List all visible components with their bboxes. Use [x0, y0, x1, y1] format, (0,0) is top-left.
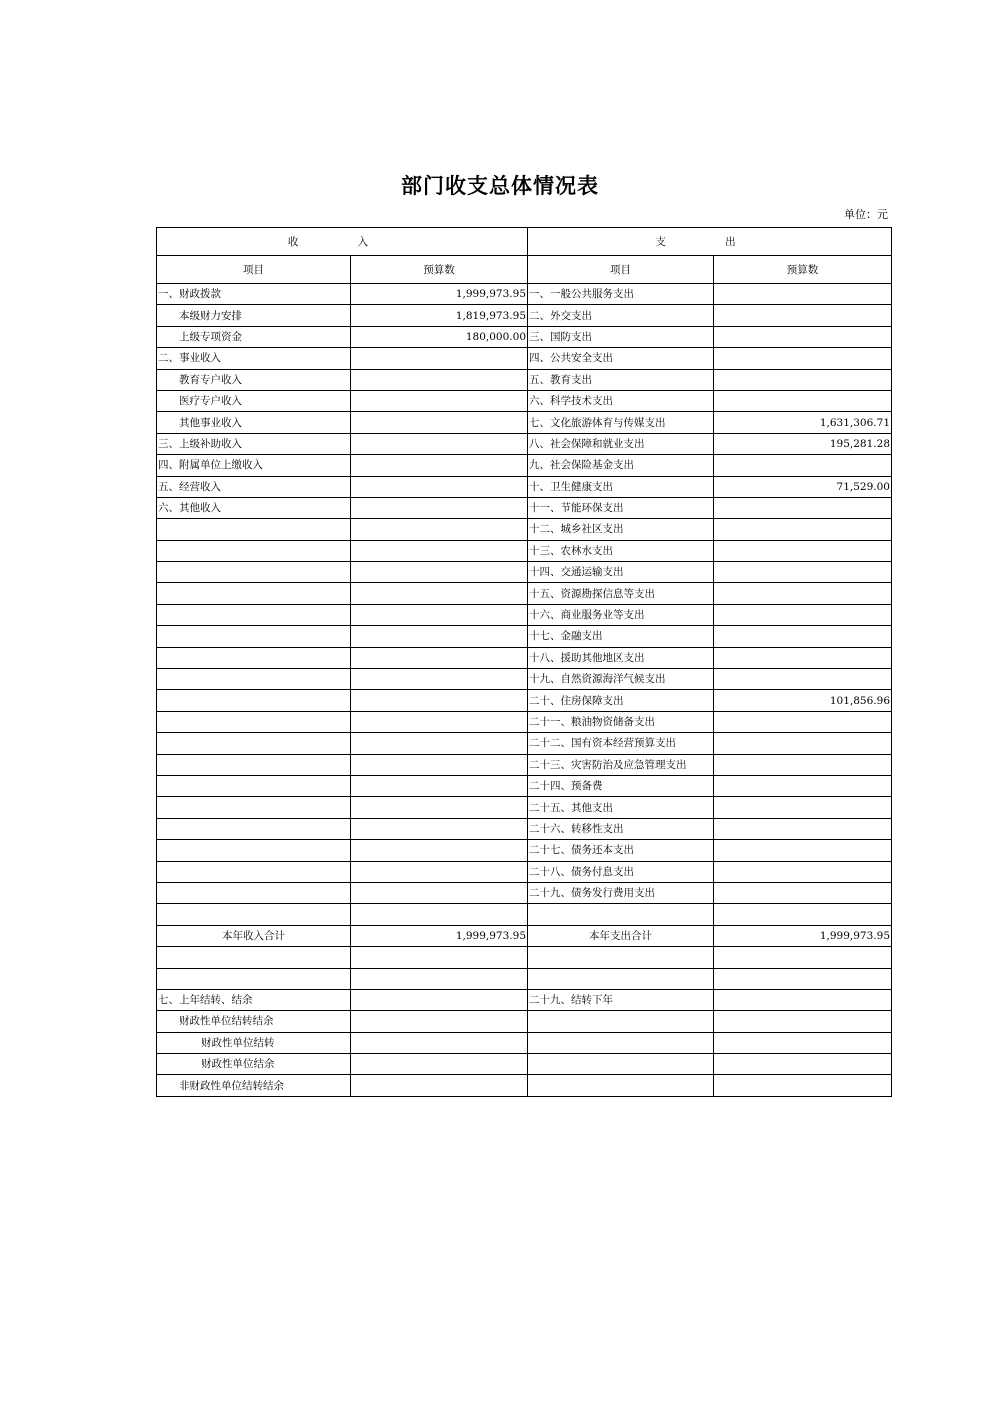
table-row	[157, 476, 892, 497]
expense-item-cell	[528, 1054, 714, 1075]
expense-value-cell	[714, 1075, 892, 1096]
expense-item-cell: 二十四、预备费	[528, 775, 714, 796]
income-value-cell	[351, 433, 528, 454]
table-row	[157, 284, 892, 305]
income-item-cell	[157, 519, 351, 540]
income-item-cell	[157, 754, 351, 775]
income-item-cell	[157, 540, 351, 561]
income-item-header: 项目	[157, 256, 351, 284]
expense-value-cell	[714, 947, 892, 968]
income-item-cell	[157, 711, 351, 732]
income-value-cell	[351, 968, 528, 989]
income-value-cell	[351, 669, 528, 690]
expense-item-cell: 十七、金融支出	[528, 626, 714, 647]
expense-section-header	[528, 228, 892, 256]
expense-item-cell: 二、外交支出	[528, 305, 714, 326]
income-section-header	[157, 228, 528, 256]
income-value-cell	[351, 775, 528, 796]
expense-item-cell: 二十、住房保障支出	[528, 690, 714, 711]
table-row	[157, 390, 892, 411]
expense-value-cell	[714, 904, 892, 925]
income-value-cell	[351, 626, 528, 647]
expense-item-cell: 二十六、转移性支出	[528, 818, 714, 839]
expense-item-cell: 十六、商业服务业等支出	[528, 604, 714, 625]
expense-value-cell	[714, 711, 892, 732]
table-row	[157, 455, 892, 476]
expense-item-cell: 十九、自然资源海洋气候支出	[528, 669, 714, 690]
expense-value-cell	[714, 604, 892, 625]
table-row	[157, 882, 892, 903]
income-value-cell	[351, 861, 528, 882]
expense-item-cell	[528, 1032, 714, 1053]
page-title: 部门收支总体情况表	[401, 173, 599, 198]
expense-item-cell: 十四、交通运输支出	[528, 562, 714, 583]
expense-value-cell	[714, 626, 892, 647]
income-item-cell: 教育专户收入	[157, 369, 351, 390]
income-item-cell	[157, 604, 351, 625]
table-row	[157, 1075, 892, 1096]
income-item-cell	[157, 562, 351, 583]
unit-label: 单位：元	[844, 208, 888, 221]
table-row	[157, 583, 892, 604]
expense-item-cell: 八、社会保障和就业支出	[528, 433, 714, 454]
expense-item-cell: 二十二、国有资本经营预算支出	[528, 733, 714, 754]
table-row	[157, 818, 892, 839]
income-item-cell: 本级财力安排	[157, 305, 351, 326]
table-row	[157, 968, 892, 989]
expense-item-cell: 十八、援助其他地区支出	[528, 647, 714, 668]
income-item-cell: 本年收入合计	[157, 925, 351, 946]
expense-value-cell	[714, 733, 892, 754]
income-value-cell	[351, 818, 528, 839]
income-value-cell	[351, 583, 528, 604]
table-row	[157, 519, 892, 540]
income-value-cell	[351, 797, 528, 818]
expense-value-cell	[714, 775, 892, 796]
income-item-cell	[157, 669, 351, 690]
income-value-cell	[351, 690, 528, 711]
expense-value-cell	[714, 818, 892, 839]
table-row	[157, 711, 892, 732]
income-item-cell	[157, 690, 351, 711]
expense-value-cell	[714, 540, 892, 561]
income-value-cell	[351, 562, 528, 583]
income-value-cell	[351, 455, 528, 476]
expense-value-cell	[714, 562, 892, 583]
expense-value-cell: 195,281.28	[714, 433, 892, 454]
table-row	[157, 626, 892, 647]
expense-value-cell	[714, 1032, 892, 1053]
income-value-cell	[351, 412, 528, 433]
expense-header-label: 支 出	[655, 235, 764, 248]
table-row	[157, 497, 892, 518]
table-row	[157, 562, 892, 583]
table-row	[157, 348, 892, 369]
expense-value-cell	[714, 390, 892, 411]
income-value-cell	[351, 1075, 528, 1096]
income-value-cell	[351, 604, 528, 625]
table-row	[157, 433, 892, 454]
income-value-cell	[351, 497, 528, 518]
expense-item-cell: 二十九、债务发行费用支出	[528, 882, 714, 903]
expense-item-cell: 六、科学技术支出	[528, 390, 714, 411]
income-item-cell: 医疗专户收入	[157, 390, 351, 411]
income-item-cell: 四、附属单位上缴收入	[157, 455, 351, 476]
income-value-cell	[351, 840, 528, 861]
expense-item-cell: 四、公共安全支出	[528, 348, 714, 369]
table-section-header	[157, 228, 892, 256]
income-item-cell	[157, 583, 351, 604]
expense-item-cell: 二十一、粮油物资储备支出	[528, 711, 714, 732]
income-value-cell	[351, 540, 528, 561]
income-value-cell	[351, 711, 528, 732]
expense-value-cell	[714, 861, 892, 882]
income-expense-table	[156, 227, 892, 1097]
expense-item-cell: 七、文化旅游体育与传媒支出	[528, 412, 714, 433]
income-item-cell	[157, 733, 351, 754]
table-row	[157, 669, 892, 690]
income-value-cell	[351, 947, 528, 968]
expense-value-cell	[714, 497, 892, 518]
expense-value-cell	[714, 348, 892, 369]
income-item-cell: 一、财政拨款	[157, 284, 351, 305]
expense-value-cell	[714, 840, 892, 861]
table-body	[157, 284, 892, 1097]
expense-value-cell	[714, 797, 892, 818]
income-value-cell	[351, 1054, 528, 1075]
table-row	[157, 1032, 892, 1053]
income-item-cell: 三、上级补助收入	[157, 433, 351, 454]
expense-item-cell: 二十八、债务付息支出	[528, 861, 714, 882]
expense-value-cell: 101,856.96	[714, 690, 892, 711]
income-item-cell: 非财政性单位结转结余	[157, 1075, 351, 1096]
expense-item-cell: 十二、城乡社区支出	[528, 519, 714, 540]
income-value-cell	[351, 348, 528, 369]
expense-item-cell: 九、社会保险基金支出	[528, 455, 714, 476]
expense-item-cell: 二十三、灾害防治及应急管理支出	[528, 754, 714, 775]
income-item-cell	[157, 968, 351, 989]
expense-item-cell: 十一、节能环保支出	[528, 497, 714, 518]
table-row	[157, 305, 892, 326]
income-value-cell: 1,819,973.95	[351, 305, 528, 326]
income-item-cell	[157, 840, 351, 861]
income-item-cell: 财政性单位结转结余	[157, 1011, 351, 1032]
expense-budget-header: 预算数	[714, 256, 892, 284]
expense-item-cell: 十五、资源勘探信息等支出	[528, 583, 714, 604]
expense-value-cell: 1,999,973.95	[714, 925, 892, 946]
income-value-cell: 1,999,973.95	[351, 925, 528, 946]
income-value-cell: 180,000.00	[351, 326, 528, 347]
income-budget-header: 预算数	[351, 256, 528, 284]
expense-value-cell	[714, 369, 892, 390]
expense-value-cell	[714, 284, 892, 305]
expense-item-cell: 二十七、债务还本支出	[528, 840, 714, 861]
expense-value-cell	[714, 882, 892, 903]
expense-item-cell: 十三、农林水支出	[528, 540, 714, 561]
income-value-cell	[351, 1011, 528, 1032]
table-row	[157, 797, 892, 818]
expense-value-cell	[714, 1011, 892, 1032]
expense-value-cell	[714, 647, 892, 668]
income-item-cell	[157, 904, 351, 925]
expense-item-cell: 三、国防支出	[528, 326, 714, 347]
table-row	[157, 540, 892, 561]
income-value-cell	[351, 476, 528, 497]
table-row	[157, 861, 892, 882]
income-item-cell: 财政性单位结余	[157, 1054, 351, 1075]
expense-value-cell	[714, 455, 892, 476]
income-item-cell	[157, 797, 351, 818]
expense-item-cell	[528, 968, 714, 989]
income-item-cell: 其他事业收入	[157, 412, 351, 433]
income-item-cell	[157, 882, 351, 903]
income-item-cell: 五、经营收入	[157, 476, 351, 497]
income-value-cell	[351, 519, 528, 540]
income-item-cell	[157, 626, 351, 647]
table-row	[157, 840, 892, 861]
income-value-cell	[351, 989, 528, 1010]
expense-item-cell	[528, 904, 714, 925]
expense-item-cell: 十、卫生健康支出	[528, 476, 714, 497]
expense-value-cell	[714, 519, 892, 540]
income-value-cell	[351, 754, 528, 775]
income-value-cell	[351, 647, 528, 668]
expense-item-cell: 本年支出合计	[528, 925, 714, 946]
income-item-cell	[157, 861, 351, 882]
income-item-cell	[157, 818, 351, 839]
table-row	[157, 412, 892, 433]
expense-value-cell	[714, 754, 892, 775]
expense-value-cell	[714, 669, 892, 690]
income-header-label: 收 入	[287, 235, 397, 248]
table-row	[157, 647, 892, 668]
table-row	[157, 989, 892, 1010]
table-row	[157, 947, 892, 968]
income-value-cell	[351, 882, 528, 903]
income-value-cell: 1,999,973.95	[351, 284, 528, 305]
expense-item-cell	[528, 1011, 714, 1032]
table-row	[157, 1011, 892, 1032]
income-item-cell	[157, 647, 351, 668]
income-item-cell: 七、上年结转、结余	[157, 989, 351, 1010]
income-item-cell: 上级专项资金	[157, 326, 351, 347]
expense-value-cell: 1,631,306.71	[714, 412, 892, 433]
expense-item-cell: 二十九、结转下年	[528, 989, 714, 1010]
expense-value-cell	[714, 989, 892, 1010]
income-value-cell	[351, 733, 528, 754]
expense-item-cell: 一、一般公共服务支出	[528, 284, 714, 305]
expense-item-cell: 二十五、其他支出	[528, 797, 714, 818]
table-row	[157, 604, 892, 625]
income-item-cell: 六、其他收入	[157, 497, 351, 518]
expense-value-cell	[714, 968, 892, 989]
income-value-cell	[351, 390, 528, 411]
expense-value-cell	[714, 305, 892, 326]
expense-value-cell	[714, 326, 892, 347]
table-column-header	[157, 256, 892, 284]
table-row	[157, 754, 892, 775]
expense-item-cell: 五、教育支出	[528, 369, 714, 390]
income-item-cell: 财政性单位结转	[157, 1032, 351, 1053]
income-item-cell	[157, 775, 351, 796]
table-row	[157, 369, 892, 390]
income-value-cell	[351, 369, 528, 390]
expense-item-cell	[528, 1075, 714, 1096]
income-value-cell	[351, 1032, 528, 1053]
expense-item-header: 项目	[528, 256, 714, 284]
income-value-cell	[351, 904, 528, 925]
expense-item-cell	[528, 947, 714, 968]
table-row	[157, 925, 892, 946]
table-row	[157, 904, 892, 925]
expense-value-cell: 71,529.00	[714, 476, 892, 497]
table-row	[157, 1054, 892, 1075]
income-item-cell	[157, 947, 351, 968]
expense-value-cell	[714, 1054, 892, 1075]
table-row	[157, 690, 892, 711]
table-row	[157, 733, 892, 754]
income-item-cell: 二、事业收入	[157, 348, 351, 369]
table-row	[157, 775, 892, 796]
expense-value-cell	[714, 583, 892, 604]
table-row	[157, 326, 892, 347]
